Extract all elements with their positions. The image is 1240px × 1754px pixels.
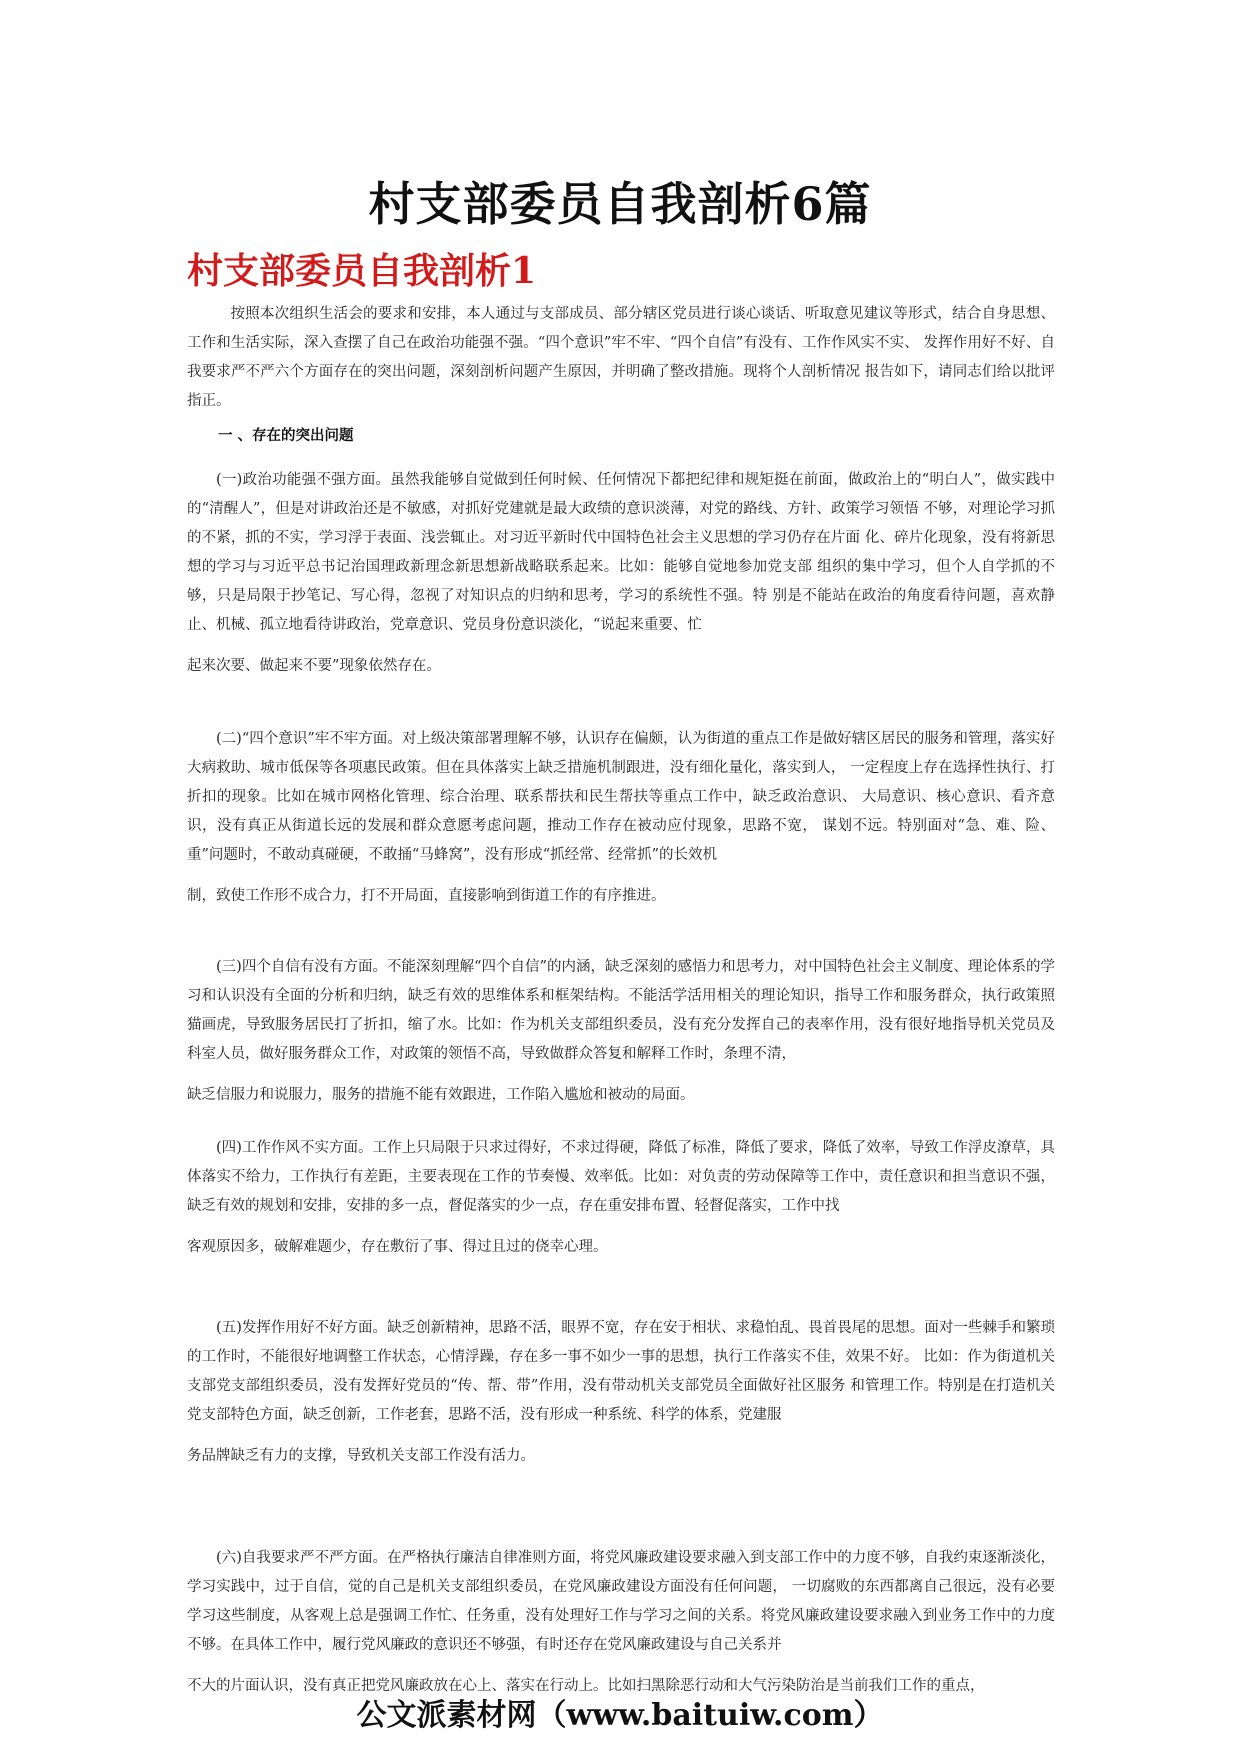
paragraph-work-style <box>187 1134 1055 1262</box>
paragraph-text: (五)发挥作用好不好方面。缺乏创新精神，思路不活，眼界不宽，存在安于相状、求稳怕乱、畏首畏尾的思想。面对一些棘手和繁琐的工作时，不能很好地调整工作状态，心情浮躁，存在多一事不如少一事的思想，执行工作落实不佳，效果不好。 比如：作为街道机关支部党支部组织委员，没有发挥好党员的“传、帮、带”作用，没有带动机关支部党员全面做好社区服务 和管理工作。特别是在打造机关党支部特色方面，缺乏创新，工作老套，思路不活，没有形成一种系统、科学的体系，党建服 <box>187 1320 1055 1423</box>
paragraph-self-discipline <box>187 1544 1055 1701</box>
paragraph-continuation: 制，致使工作形不成合力，打不开局面，直接影响到街道工作的有序推进。 <box>187 888 666 904</box>
section-title: 村支部委员自我剖析1 <box>187 250 537 292</box>
paragraph-continuation: 不大的片面认识，没有真正把党风廉政放在心上、落实在行动上。比如扫黑除恶行动和大气污染防治是当前我们工作的重点， <box>187 1678 985 1694</box>
paragraph-text: (六)自我要求严不严方面。在严格执行廉洁自律准则方面，将党风廉政建设要求融入到支部工作中的力度不够，自我约束逐渐淡化，学习实践中，过于自信，觉的自己是机关支部组织委员，在党风廉政建设方面没有任何问题， 一切腐败的东西都离自己很远，没有必要学习这些制度，从客观上总是强调工作忙、任务重，没有处理好工作与学习之间的关系。将党风廉政建设要求融入到业务工作中的力度不够。在具体工作中，履行党风廉政的意识还不够强，有时还存在党风廉政建设与自己关系并 <box>187 1550 1055 1653</box>
paragraph-playing-role <box>187 1314 1055 1471</box>
intro-block <box>187 300 1055 416</box>
paragraph-political-function <box>187 466 1055 681</box>
paragraph-continuation: 务品牌缺乏有力的支撑，导致机关支部工作没有活力。 <box>187 1448 535 1464</box>
paragraph-continuation: 客观原因多，破解难题少，存在敷衍了事、得过且过的侥幸心理。 <box>187 1239 608 1255</box>
paragraph-continuation: 缺乏信服力和说服力，服务的措施不能有效跟进，工作陷入尴尬和被动的局面。 <box>187 1087 695 1103</box>
paragraph-four-confidences <box>187 953 1055 1110</box>
paragraph-text: (四)工作作风不实方面。工作上只局限于只求过得好，不求过得硬，降低了标准，降低了要求，降低了效率，导致工作浮皮潦草，具体落实不给力，工作执行有差距，主要表现在工作的节奏慢、效率低。比如：对负责的劳动保障等工作中，责任意识和担当意识不强，缺乏有效的规划和安排，安排的多一点，督促落实的少一点，存在重安排布置、轻督促落实，工作中找 <box>187 1140 1055 1214</box>
intro-paragraph: 按照本次组织生活会的要求和安排，本人通过与支部成员、部分辖区党员进行谈心谈话、听取意见建议等形式，结合自身思想、工作和生活实际，深入查摆了自己在政治功能强不强。“四个意识”牢不牢、“四个自信”有没有、工作作风实不实、 发挥作用好不好、自我要求严不严六个方面存在的突出问题，深刻剖析问题产生原因，并明确了整改措施。现将个人剖析情况 报告如下，请同志们给以批评指正。 <box>187 306 1055 409</box>
paragraph-four-consciousness <box>187 725 1055 911</box>
paragraph-continuation: 起来次要、做起来不要”现象依然存在。 <box>187 658 441 674</box>
paragraph-text: (二)“四个意识”牢不牢方面。对上级决策部署理解不够，认识存在偏颇，认为街道的重点工作是做好辖区居民的服务和管理，落实好大病救助、城市低保等各项惠民政策。但在具体落实上缺乏措施机制跟进，没有细化量化，落实到人， 一定程度上存在选择性执行、打折扣的现象。比如在城市网格化管理、综合治理、联系帮扶和民生帮扶等重点工作中，缺乏政治意识、 大局意识、核心意识、看齐意识，没有真正从街道长远的发展和群众意愿考虑问题，推动工作存在被动应付现象，思路不宽， 谋划不远。特别面对“急、难、险、重”问题时，不敢动真碰硬，不敢捅“马蜂窝”，没有形成“抓经常、经常抓”的长效机 <box>187 731 1055 863</box>
paragraph-text: (一)政治功能强不强方面。虽然我能够自觉做到任何时候、任何情况下都把纪律和规矩挺在前面，做政治上的“明白人”，做实践中的“清醒人”，但是对讲政治还是不敏感，对抓好党建就是最大政绩的意识淡薄，对党的路线、方针、政策学习领悟 不够，对理论学习抓的不紧，抓的不实，学习浮于表面、浅尝辄止。对习近平新时代中国特色社会主义思想的学习仍存在片面 化、碎片化现象，没有将新思想的学习与习近平总书记治国理政新理念新思想新战略联系起来。比如：能够自觉地参加党支部 组织的集中学习，但个人自学抓的不够，只是局限于抄笔记、写心得，忽视了对知识点的归纳和思考，学习的系统性不强。特 别是不能站在政治的角度看待问题，喜欢静止、机械、孤立地看待讲政治，党章意识、党员身份意识淡化，“说起来重要、忙 <box>187 472 1055 633</box>
paragraph-text: (三)四个自信有没有方面。不能深刻理解“四个自信”的内涵，缺乏深刻的感悟力和思考力，对中国特色社会主义制度、理论体系的学习和认识没有全面的分析和归纳，缺乏有效的思维体系和框架结构。不能活学活用相关的理论知识，指导工作和服务群众，执行政策照猫画虎，导致服务居民打了折扣，缩了水。比如：作为机关支部组织委员，没有充分发挥自己的表率作用，没有很好地指导机关党员及科室人员，做好服务群众工作，对政策的领悟不高，导致做群众答复和解释工作时，条理不清， <box>187 959 1055 1062</box>
document-title: 村支部委员自我剖析6篇 <box>368 177 872 231</box>
footer-watermark: 公文派素材网（www.baituiw.com） <box>356 1698 884 1733</box>
heading-existing-problems: 一 、存在的突出问题 <box>218 427 354 444</box>
